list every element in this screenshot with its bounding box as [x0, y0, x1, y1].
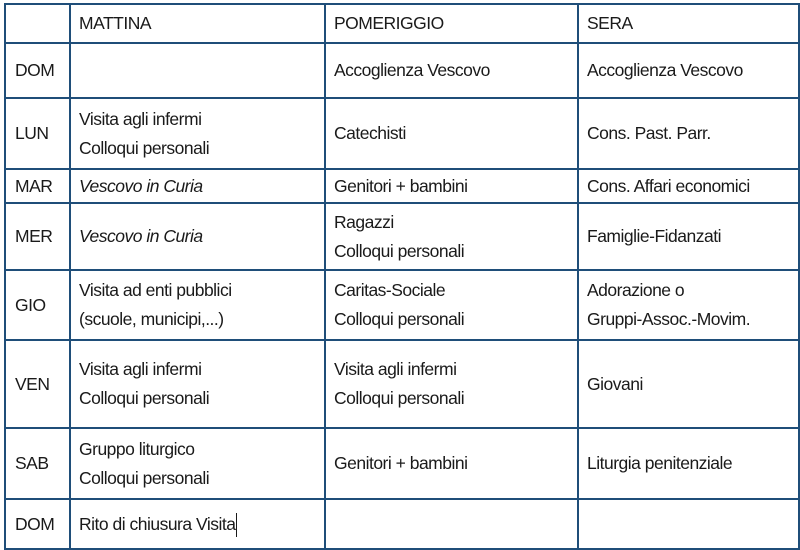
header-pomeriggio: POMERIGGIO [325, 4, 578, 43]
mattina-cell: Vescovo in Curia [70, 169, 325, 203]
mattina-cell: Visita agli infermi Colloqui personali [70, 340, 325, 428]
schedule-table [4, 3, 800, 550]
mattina-cell [70, 43, 325, 98]
pomeriggio-cell: Catechisti [325, 98, 578, 169]
day-cell: GIO [5, 270, 70, 340]
sera-cell: Giovani [578, 340, 799, 428]
day-cell: LUN [5, 98, 70, 169]
mattina-cell: Visita ad enti pubblici (scuole, municipi,...) [70, 270, 325, 340]
day-cell: MER [5, 203, 70, 270]
day-cell: MAR [5, 169, 70, 203]
table-row [5, 43, 799, 98]
table-row [5, 499, 799, 549]
pomeriggio-cell [325, 499, 578, 549]
pomeriggio-cell: Caritas-Sociale Colloqui personali [325, 270, 578, 340]
pomeriggio-cell: Visita agli infermi Colloqui personali [325, 340, 578, 428]
mattina-cell: Gruppo liturgico Colloqui personali [70, 428, 325, 499]
mattina-cell: Visita agli infermi Colloqui personali [70, 98, 325, 169]
pomeriggio-cell: Accoglienza Vescovo [325, 43, 578, 98]
day-cell: SAB [5, 428, 70, 499]
mattina-cell: Vescovo in Curia [70, 203, 325, 270]
header-corner-cell [5, 4, 70, 43]
sera-cell: Accoglienza Vescovo [578, 43, 799, 98]
header-row [5, 4, 799, 43]
sera-cell: Adorazione o Gruppi-Assoc.-Movim. [578, 270, 799, 340]
text-cursor [236, 513, 237, 537]
pomeriggio-cell: Ragazzi Colloqui personali [325, 203, 578, 270]
header-sera: SERA [578, 4, 799, 43]
sera-cell [578, 499, 799, 549]
sera-cell: Famiglie-Fidanzati [578, 203, 799, 270]
sera-cell: Liturgia penitenziale [578, 428, 799, 499]
table-row [5, 98, 799, 169]
day-cell: DOM [5, 499, 70, 549]
table-row [5, 270, 799, 340]
pomeriggio-cell: Genitori + bambini [325, 428, 578, 499]
pomeriggio-cell: Genitori + bambini [325, 169, 578, 203]
sera-cell: Cons. Affari economici [578, 169, 799, 203]
table-row [5, 428, 799, 499]
mattina-cell[interactable]: Rito di chiusura Visita [70, 499, 325, 549]
table-row [5, 169, 799, 203]
sera-cell: Cons. Past. Parr. [578, 98, 799, 169]
header-mattina: MATTINA [70, 4, 325, 43]
day-cell: DOM [5, 43, 70, 98]
table-row [5, 203, 799, 270]
day-cell: VEN [5, 340, 70, 428]
table-row [5, 340, 799, 428]
